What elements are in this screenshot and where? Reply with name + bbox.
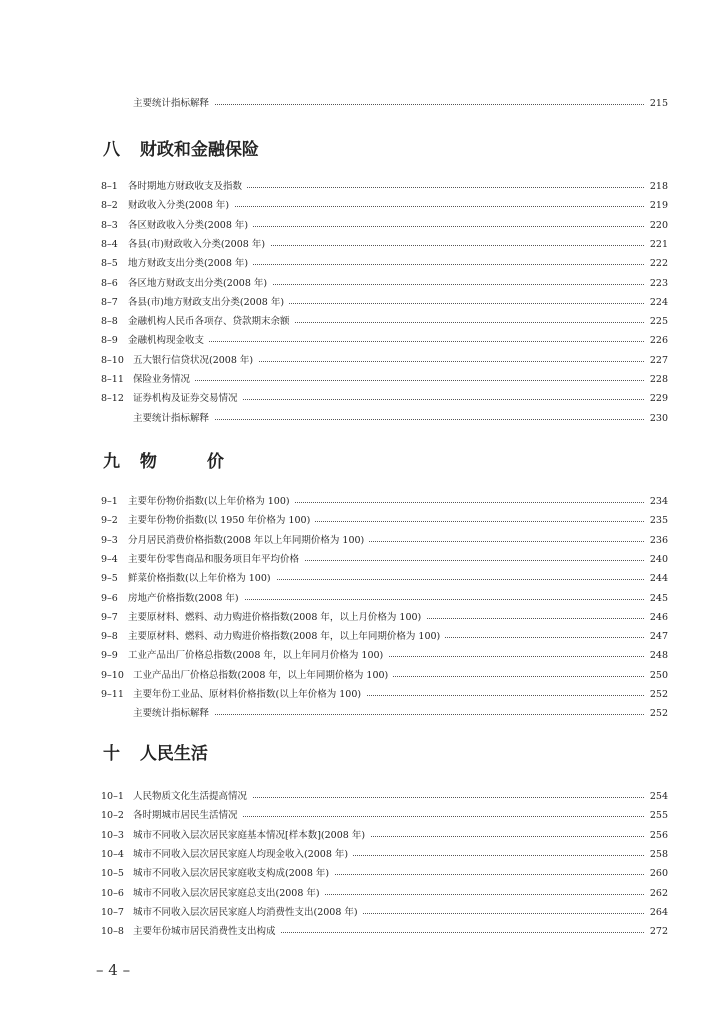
- toc-entry[interactable]: [0, 391, 724, 407]
- toc-entry-number: 8–3: [101, 219, 118, 231]
- toc-entry[interactable]: [0, 314, 724, 330]
- toc-entry-title: 主要年份物价指数(以 1950 年价格为 100): [128, 513, 315, 529]
- toc-entry[interactable]: [0, 789, 724, 805]
- toc-entry-number: 10–1: [101, 791, 124, 802]
- toc-entry-page: 234: [648, 494, 668, 510]
- toc-entry-title: 人民物质文化生活提高情况: [133, 789, 252, 805]
- section-title: 财政和金融保险: [139, 140, 259, 160]
- toc-entry-title: 主要统计指标解释: [133, 411, 214, 427]
- toc-entry-number: 9–7: [101, 611, 118, 623]
- toc-entry[interactable]: [0, 218, 724, 234]
- toc-entry-number: 9–11: [101, 689, 124, 700]
- toc-entry-title: 各区财政收入分类(2008 年): [128, 218, 253, 234]
- toc-entry-title: 主要年份城市居民消费性支出构成: [133, 924, 281, 940]
- toc-entry-page: 222: [648, 256, 668, 272]
- toc-entry[interactable]: [0, 372, 724, 388]
- toc-entry-number: 9–8: [101, 631, 118, 643]
- toc-entry-title: 地方财政支出分类(2008 年): [128, 256, 253, 272]
- toc-entry-page: 254: [648, 789, 668, 805]
- section-heading: [103, 138, 259, 162]
- toc-entry[interactable]: [0, 411, 724, 427]
- toc-entry[interactable]: [0, 866, 724, 882]
- toc-entry-page: 255: [648, 808, 668, 824]
- toc-entry-number: 10–3: [101, 829, 124, 841]
- toc-entry-number: 8–6: [101, 277, 118, 289]
- toc-entry-page: 272: [648, 924, 668, 940]
- toc-entry-number: 10–8: [101, 926, 124, 938]
- toc-entry-page: 235: [648, 513, 668, 529]
- toc-entry[interactable]: [0, 924, 724, 940]
- toc-entry-title: 城市不同收入层次居民家庭总支出(2008 年): [133, 886, 325, 902]
- toc-entry[interactable]: [0, 256, 724, 272]
- section-number: 八: [103, 140, 120, 160]
- toc-entry-page: 252: [648, 687, 668, 703]
- toc-entry-number: 9–5: [101, 573, 118, 585]
- toc-entry[interactable]: [0, 905, 724, 921]
- toc-entry[interactable]: [0, 353, 724, 369]
- toc-entry-number: 10–7: [101, 906, 124, 918]
- toc-entry[interactable]: [0, 198, 724, 214]
- toc-entry[interactable]: [0, 237, 724, 253]
- toc-entry[interactable]: [0, 610, 724, 626]
- page-number-footer: – 4 –: [96, 961, 131, 979]
- toc-entry-page: 219: [648, 198, 668, 214]
- section-title: 物 价: [139, 452, 246, 472]
- toc-entry-page: 220: [648, 218, 668, 234]
- toc-entry-page: 245: [648, 591, 668, 607]
- toc-entry[interactable]: [0, 648, 724, 664]
- toc-entry-number: 9–3: [101, 534, 118, 546]
- toc-entry-title: 保险业务情况: [133, 372, 195, 388]
- section-heading: [103, 450, 246, 474]
- toc-entry-title: 金融机构人民币各项存、贷款期末余额: [128, 314, 295, 330]
- toc-entry[interactable]: [0, 808, 724, 824]
- toc-entry[interactable]: [0, 828, 724, 844]
- toc-entry-number: 10–6: [101, 887, 124, 899]
- toc-entry[interactable]: [0, 276, 724, 292]
- toc-entry-page: 258: [648, 847, 668, 863]
- toc-entry-title: 鲜菜价格指数(以上年价格为 100): [128, 571, 276, 587]
- toc-entry-number: 9–6: [101, 592, 118, 604]
- toc-entry[interactable]: [0, 668, 724, 684]
- toc-entry[interactable]: [0, 687, 724, 703]
- toc-entry-page: 246: [648, 610, 668, 626]
- toc-entry-number: 8–1: [101, 181, 118, 192]
- toc-entry-number: 10–2: [101, 810, 124, 822]
- toc-entry-page: 221: [648, 237, 668, 253]
- toc-entry-page: 224: [648, 295, 668, 311]
- toc-entry[interactable]: [0, 706, 724, 722]
- toc-entry-page: 226: [648, 333, 668, 349]
- toc-entry-title: 工业产品出厂价格总指数(2008 年，以上年同月价格为 100): [128, 648, 388, 664]
- toc-entry-page: 248: [648, 648, 668, 664]
- toc-entry-number: 8–4: [101, 238, 118, 250]
- toc-entry-page: 264: [648, 905, 668, 921]
- toc-entry-title: 各区地方财政支出分类(2008 年): [128, 276, 272, 292]
- toc-entry-title: 各县(市)地方财政支出分类(2008 年): [128, 295, 289, 311]
- toc-entry-title: 主要原材料、燃料、动力购进价格指数(2008 年，以上月价格为 100): [128, 610, 426, 626]
- toc-entry-title: 分月居民消费价格指数(2008 年以上年同期价格为 100): [128, 533, 369, 549]
- toc-entry-number: 9–9: [101, 650, 118, 662]
- toc-entry-title: 主要统计指标解释: [133, 96, 214, 112]
- toc-entry-page: 229: [648, 391, 668, 407]
- toc-entry-title: 各时期城市居民生活情况: [133, 808, 243, 824]
- toc-entry-title: 各县(市)财政收入分类(2008 年): [128, 237, 270, 253]
- toc-entry-title: 城市不同收入层次居民家庭人均消费性支出(2008 年): [133, 905, 363, 921]
- toc-entry-title: 五大银行信贷状况(2008 年): [133, 353, 258, 369]
- toc-entry-title: 主要年份工业品、原材料价格指数(以上年价格为 100): [133, 687, 366, 703]
- toc-entry-number: 9–4: [101, 553, 118, 565]
- toc-entry-page: 228: [648, 372, 668, 388]
- toc-entry-page: 260: [648, 866, 668, 882]
- toc-entry-page: 250: [648, 668, 668, 684]
- toc-entry-number: 9–1: [101, 496, 118, 507]
- toc-entry-page: 223: [648, 276, 668, 292]
- toc-entry[interactable]: [0, 179, 724, 195]
- section-title: 人民生活: [139, 744, 208, 764]
- toc-entry-page: 227: [648, 353, 668, 369]
- toc-entry-title: 证券机构及证券交易情况: [133, 391, 243, 407]
- toc-entry[interactable]: [0, 96, 724, 112]
- toc-entry[interactable]: [0, 513, 724, 529]
- toc-entry[interactable]: [0, 571, 724, 587]
- toc-entry[interactable]: [0, 629, 724, 645]
- toc-entry-page: 215: [648, 96, 668, 112]
- toc-entry-title: 主要统计指标解释: [133, 706, 214, 722]
- toc-entry-number: 9–2: [101, 515, 118, 527]
- toc-entry-number: 8–10: [101, 354, 124, 366]
- toc-entry-title: 城市不同收入层次居民家庭人均现金收入(2008 年): [133, 847, 353, 863]
- toc-entry[interactable]: [0, 847, 724, 863]
- toc-entry-page: 236: [648, 533, 668, 549]
- toc-entry-number: 8–2: [101, 200, 118, 212]
- toc-entry[interactable]: [0, 494, 724, 510]
- toc-entry-title: 各时期地方财政收支及指数: [128, 179, 247, 195]
- toc-entry-number: 8–9: [101, 335, 118, 347]
- toc-entry-number: 8–5: [101, 258, 118, 270]
- toc-entry-page: 225: [648, 314, 668, 330]
- toc-entry[interactable]: [0, 533, 724, 549]
- toc-entry-page: 230: [648, 411, 668, 427]
- toc-entry-title: 城市不同收入层次居民家庭收支构成(2008 年): [133, 866, 334, 882]
- toc-entry-title: 财政收入分类(2008 年): [128, 198, 234, 214]
- toc-entry-number: 9–10: [101, 669, 124, 681]
- toc-entry-page: 256: [648, 828, 668, 844]
- toc-entry-title: 主要年份零售商品和服务项目年平均价格: [128, 552, 304, 568]
- toc-entry-number: 10–5: [101, 868, 124, 880]
- toc-entry-page: 247: [648, 629, 668, 645]
- toc-entry[interactable]: [0, 295, 724, 311]
- toc-entry-number: 8–12: [101, 393, 124, 405]
- toc-entry-number: 8–11: [101, 374, 124, 385]
- dot-leader: [133, 380, 644, 381]
- section-heading: [103, 742, 208, 766]
- toc-entry-title: 主要年份物价指数(以上年价格为 100): [128, 494, 295, 510]
- toc-entry-page: 262: [648, 886, 668, 902]
- toc-entry-title: 主要原材料、燃料、动力购进价格指数(2008 年，以上年同期价格为 100): [128, 629, 445, 645]
- toc-entry-number: 10–4: [101, 848, 124, 860]
- toc-entry-page: 218: [648, 179, 668, 195]
- toc-entry-title: 工业产品出厂价格总指数(2008 年，以上年同期价格为 100): [133, 668, 393, 684]
- toc-entry[interactable]: [0, 591, 724, 607]
- toc-entry-page: 240: [648, 552, 668, 568]
- toc-entry-title: 城市不同收入层次居民家庭基本情况[样本数](2008 年): [133, 828, 370, 844]
- toc-entry[interactable]: [0, 886, 724, 902]
- toc-entry[interactable]: [0, 333, 724, 349]
- toc-entry-number: 8–8: [101, 316, 118, 328]
- toc-entry-page: 252: [648, 706, 668, 722]
- section-number: 十: [103, 744, 120, 764]
- section-number: 九: [103, 452, 120, 472]
- toc-entry-page: 244: [648, 571, 668, 587]
- toc-entry-title: 金融机构现金收支: [128, 333, 209, 349]
- toc-entry-number: 8–7: [101, 296, 118, 308]
- toc-entry[interactable]: [0, 552, 724, 568]
- toc-entry-title: 房地产价格指数(2008 年): [128, 591, 244, 607]
